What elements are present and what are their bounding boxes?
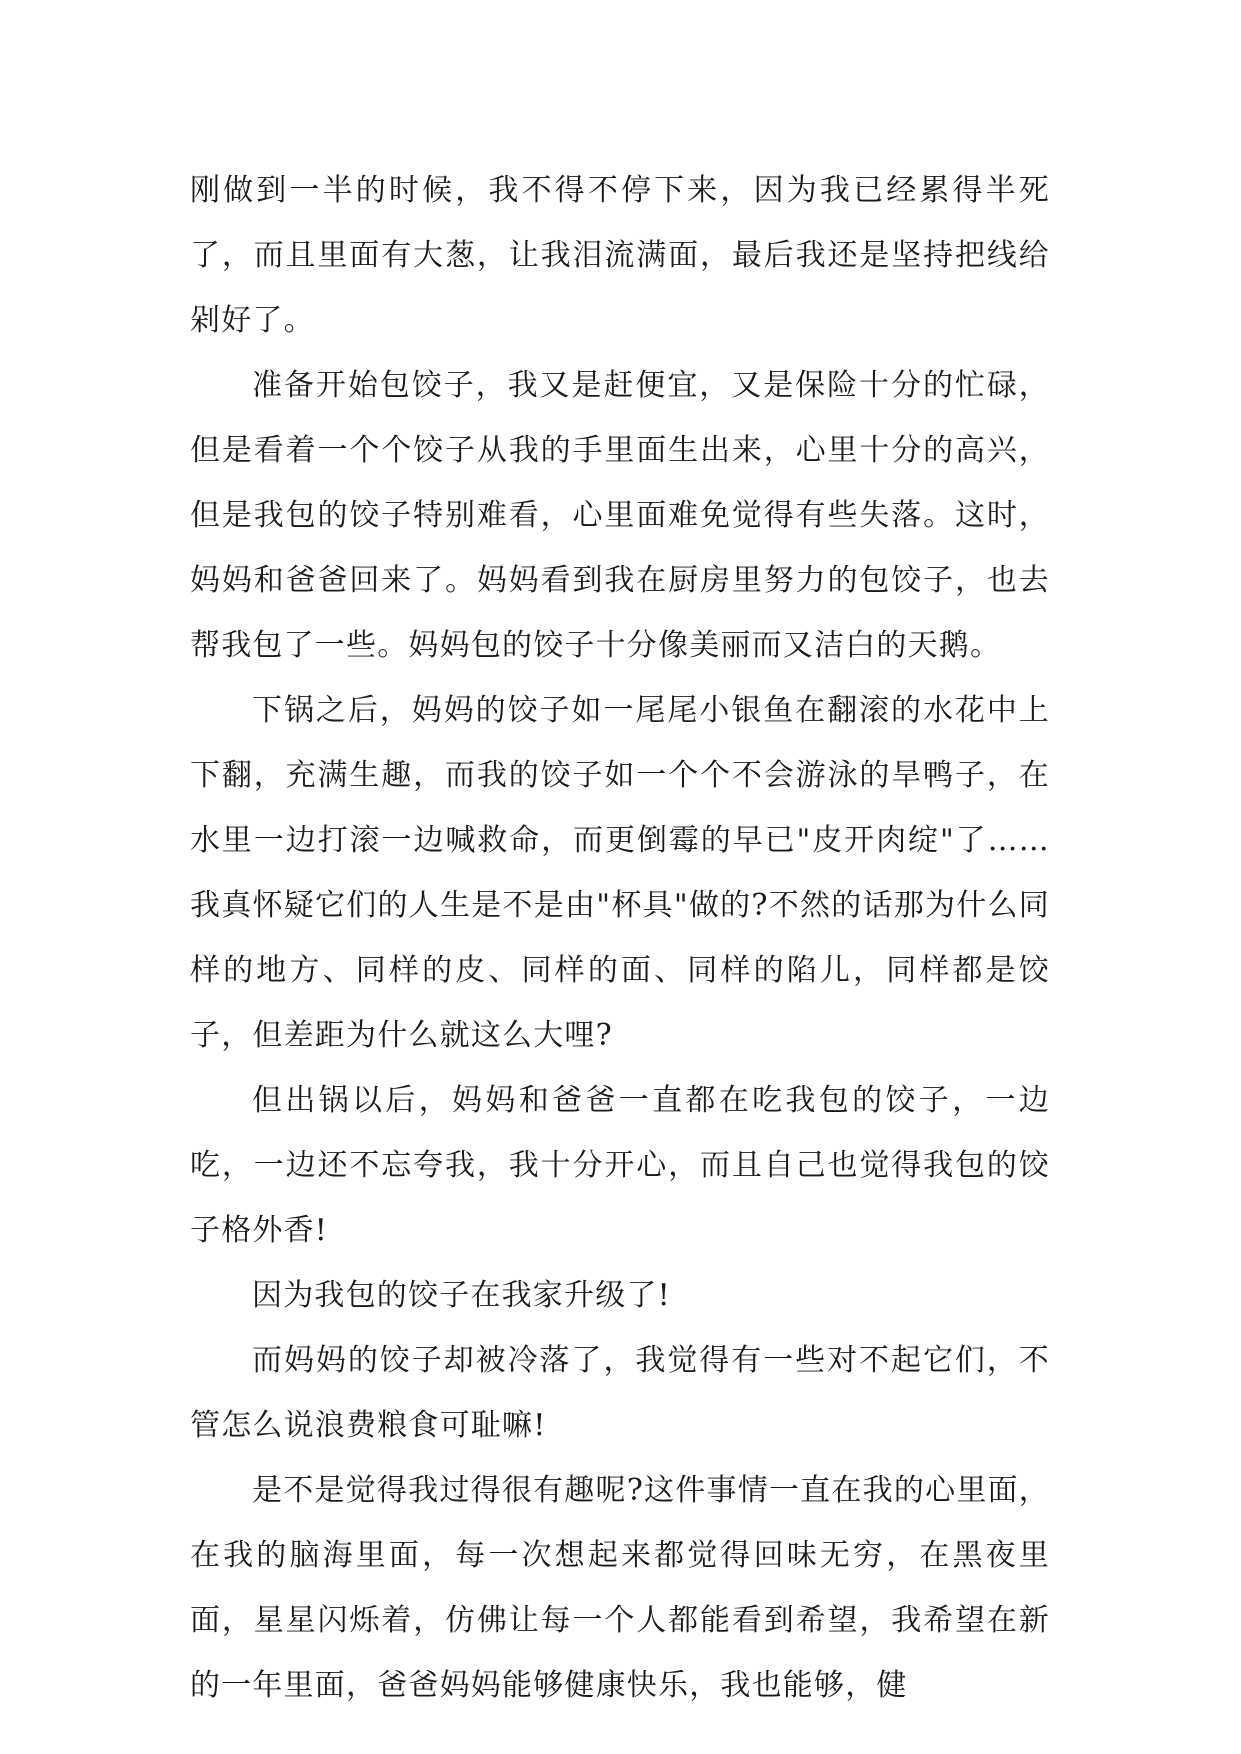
paragraph-5: 因为我包的饺子在我家升级了! [252,1278,671,1313]
document-body [190,158,1050,1718]
paragraph-6: 而妈妈的饺子却被冷落了，我觉得有一些对不起它们，不管怎么说浪费粮食可耻嘛! [190,1343,1050,1443]
paragraph-1: 刚做到一半的时候，我不得不停下来，因为我已经累得半死了，而且里面有大葱，让我泪流满面，最后我还是坚持把线给剁好了。 [190,173,1050,338]
paragraph-3: 下锅之后，妈妈的饺子如一尾尾小银鱼在翻滚的水花中上下翻，充满生趣，而我的饺子如一个个不会游泳的旱鸭子，在水里一边打滚一边喊救命，而更倒霉的早已"皮开肉绽"了……我真怀疑它们的人生是不是由"杯具"做的?不然的话那为什么同样的地方、同样的皮、同样的面、同样的陷儿，同样都是饺子，但差距为什么就这么大哩? [190,693,1050,1053]
paragraph-4: 但出锅以后，妈妈和爸爸一直都在吃我包的饺子，一边吃，一边还不忘夸我，我十分开心，而且自己也觉得我包的饺子格外香! [190,1083,1050,1248]
paragraph-7: 是不是觉得我过得很有趣呢?这件事情一直在我的心里面，在我的脑海里面，每一次想起来都觉得回味无穷，在黑夜里面，星星闪烁着，仿佛让每一个人都能看到希望，我希望在新的一年里面，爸爸妈妈能够健康快乐，我也能够，健 [190,1473,1050,1703]
paragraph-2: 准备开始包饺子，我又是赶便宜，又是保险十分的忙碌，但是看着一个个饺子从我的手里面生出来，心里十分的高兴，但是我包的饺子特别难看，心里面难免觉得有些失落。这时，妈妈和爸爸回来了。妈妈看到我在厨房里努力的包饺子，也去帮我包了一些。妈妈包的饺子十分像美丽而又洁白的天鹅。 [190,368,1050,663]
